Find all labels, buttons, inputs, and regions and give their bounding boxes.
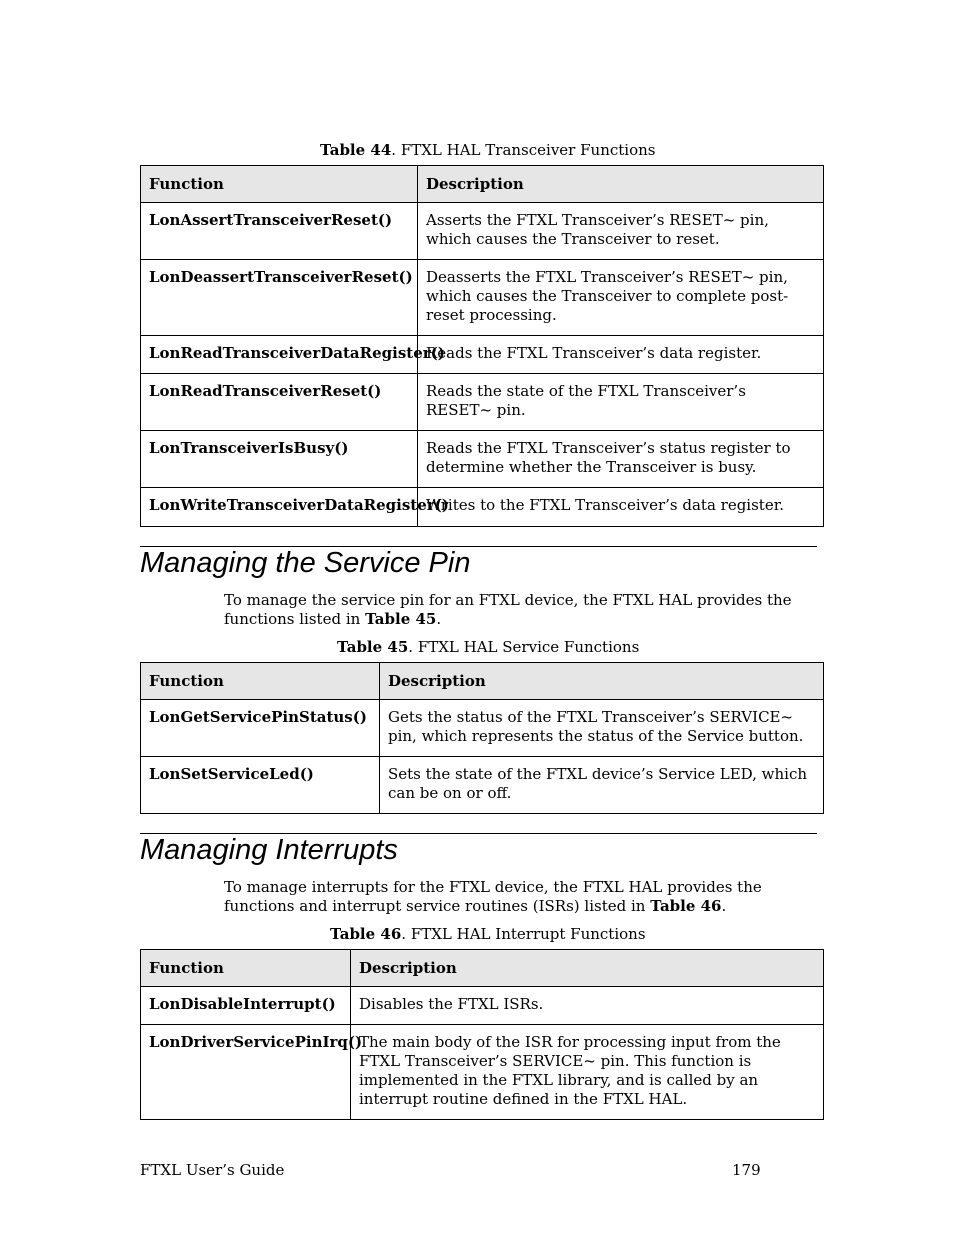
table45-reference-link[interactable]: Table 45 (365, 610, 437, 628)
function-description: Reads the state of the FTXL Transceiver’s RESET~ pin. (418, 374, 824, 431)
function-description: Reads the FTXL Transceiver’s status register to determine whether the Transceiver is busy. (418, 431, 824, 488)
table46-caption (330, 925, 646, 943)
function-name: LonDisableInterrupt() (141, 987, 351, 1025)
function-description: Sets the state of the FTXL device’s Service LED, which can be on or off. (380, 757, 824, 814)
function-name: LonDriverServicePinIrq() (141, 1025, 351, 1120)
function-name: LonAssertTransceiverReset() (141, 203, 418, 260)
table-row (141, 757, 824, 814)
function-description: Asserts the FTXL Transceiver’s RESET~ pin, which causes the Transceiver to reset. (418, 203, 824, 260)
table45-caption (337, 638, 639, 656)
table44-caption-text: . FTXL HAL Transceiver Functions (391, 141, 656, 159)
service-pin-intro-text: To manage the service pin for an FTXL device, the FTXL HAL provides the functions listed in (224, 591, 792, 628)
function-name: LonReadTransceiverReset() (141, 374, 418, 431)
interrupts-intro-text: To manage interrupts for the FTXL device, the FTXL HAL provides the functions and interrupt service routines (ISRs) listed in (224, 878, 762, 915)
function-name: LonReadTransceiverDataRegister() (141, 336, 418, 374)
table-row (141, 987, 824, 1025)
function-description: Writes to the FTXL Transceiver’s data register. (418, 488, 824, 527)
interrupts-intro-end: . (721, 897, 727, 915)
table44-header-row (141, 166, 824, 203)
table44-header-description: Description (418, 166, 824, 203)
function-description: Gets the status of the FTXL Transceiver’s SERVICE~ pin, which represents the status of the Service button. (380, 700, 824, 757)
table44 (140, 165, 824, 527)
table45-header-row (141, 663, 824, 700)
table46-reference-link[interactable]: Table 46 (650, 897, 722, 915)
table-row (141, 260, 824, 336)
service-pin-intro (224, 591, 824, 629)
function-description: Deasserts the FTXL Transceiver’s RESET~ pin, which causes the Transceiver to complete post-reset processing. (418, 260, 824, 336)
function-description: Reads the FTXL Transceiver’s data register. (418, 336, 824, 374)
table46-header-description: Description (351, 950, 824, 987)
table-row (141, 336, 824, 374)
service-pin-intro-end: . (436, 610, 442, 628)
function-description: The main body of the ISR for processing input from the FTXL Transceiver’s SERVICE~ pin. This function is implemented in the FTXL library, and is called by an interrupt routine defined in the FTXL HAL. (351, 1025, 824, 1120)
table44-caption-label: Table 44 (320, 141, 392, 159)
footer-title: FTXL User’s Guide (140, 1161, 285, 1179)
table45-caption-label: Table 45 (337, 638, 409, 656)
section-heading-interrupts: Managing Interrupts (140, 834, 398, 866)
table-row (141, 203, 824, 260)
table45 (140, 662, 824, 814)
table-row (141, 431, 824, 488)
table-row (141, 1025, 824, 1120)
function-name: LonGetServicePinStatus() (141, 700, 380, 757)
footer-page-number: 179 (732, 1161, 761, 1179)
table45-caption-text: . FTXL HAL Service Functions (408, 638, 640, 656)
function-description: Disables the FTXL ISRs. (351, 987, 824, 1025)
function-name: LonTransceiverIsBusy() (141, 431, 418, 488)
function-name: LonWriteTransceiverDataRegister() (141, 488, 418, 527)
table-row (141, 700, 824, 757)
table46-caption-label: Table 46 (330, 925, 402, 943)
table46-header-row (141, 950, 824, 987)
table45-header-function: Function (141, 663, 380, 700)
table-row (141, 488, 824, 527)
table46-header-function: Function (141, 950, 351, 987)
function-name: LonDeassertTransceiverReset() (141, 260, 418, 336)
interrupts-intro (224, 878, 824, 916)
table45-header-description: Description (380, 663, 824, 700)
table44-header-function: Function (141, 166, 418, 203)
section-heading-service-pin: Managing the Service Pin (140, 547, 471, 579)
table46-caption-text: . FTXL HAL Interrupt Functions (401, 925, 646, 943)
function-name: LonSetServiceLed() (141, 757, 380, 814)
table-row (141, 374, 824, 431)
table44-caption (320, 141, 655, 159)
table46 (140, 949, 824, 1120)
